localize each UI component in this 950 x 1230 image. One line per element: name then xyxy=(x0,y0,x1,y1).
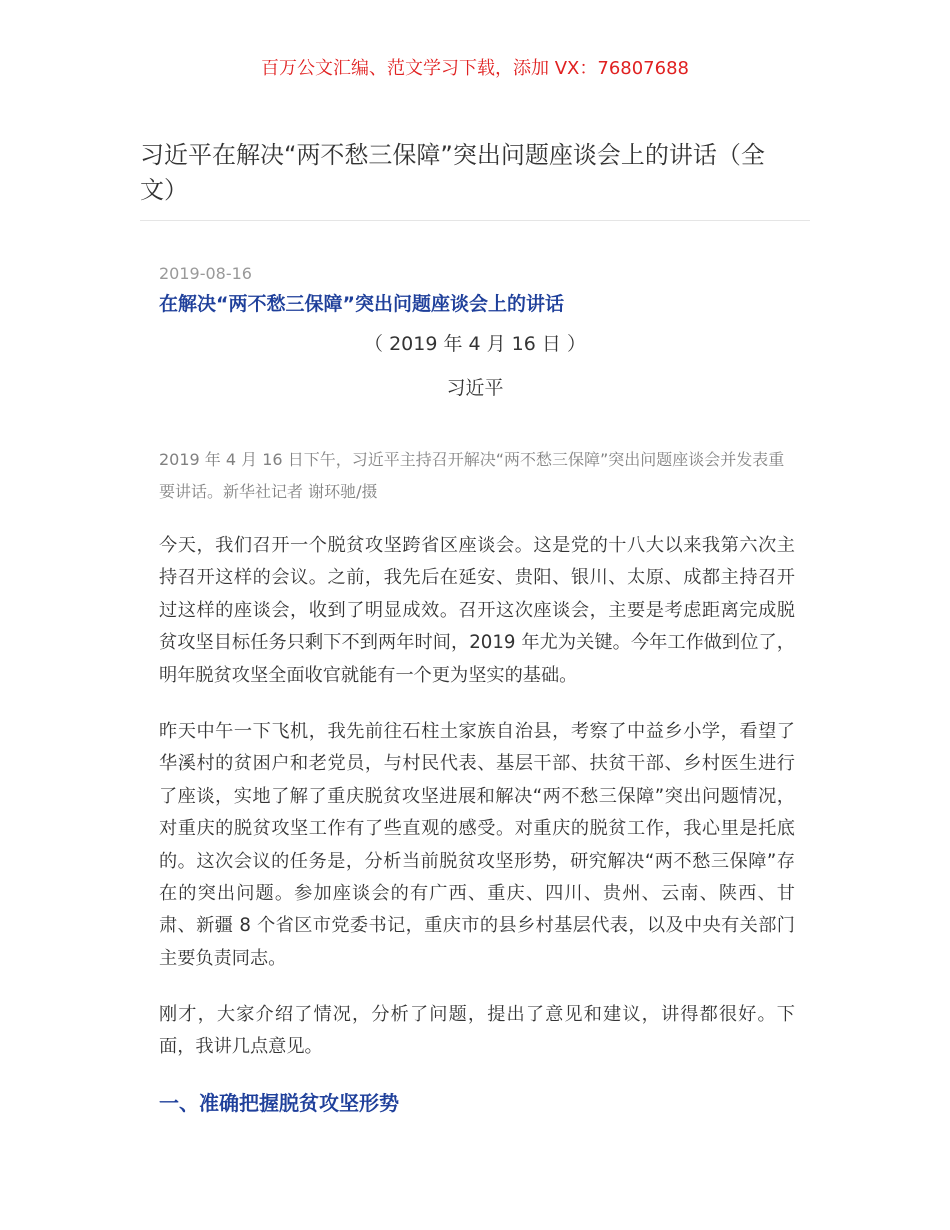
author-name: 习近平 xyxy=(446,377,504,399)
page-title: 习近平在解决“两不愁三保障”突出问题座谈会上的讲话（全文） xyxy=(140,141,765,204)
photo-caption: 2019 年 4 月 16 日下午，习近平主持召开解决“两不愁三保障”突出问题座谈会并发表重要讲话。新华社记者 谢环驰/摄 xyxy=(159,450,785,501)
body-paragraph: 昨天中午一下飞机，我先前往石柱土家族自治县，考察了中益乡小学，看望了华溪村的贫困户和老党员，与村民代表、基层干部、扶贫干部、乡村医生进行了座谈，实地了解了重庆脱贫攻坚进展和解决“两不愁三保障”突出问题情况，对重庆的脱贫攻坚工作有了些直观的感受。对重庆的脱贫工作，我心里是托底的。这次会议的任务是，分析当前脱贫攻坚形势，研究解决“两不愁三保障”存在的突出问题。参加座谈会的有广西、重庆、四川、贵州、云南、陕西、甘肃、新疆 8 个省区市党委书记，重庆市的县乡村基层代表，以及中央有关部门主要负责同志。 xyxy=(159,721,795,969)
speech-title: 在解决“两不愁三保障”突出问题座谈会上的讲话 xyxy=(159,293,564,315)
body-paragraph: 今天，我们召开一个脱贫攻坚跨省区座谈会。这是党的十八大以来我第六次主持召开这样的会议。之前，我先后在延安、贵阳、银川、太原、成都主持召开过这样的座谈会，收到了明显成效。召开这次座谈会，主要是考虑距离完成脱贫攻坚目标任务只剩下不到两年时间，2019 年尤为关键。今年工作做到位了，明年脱贫攻坚全面收官就能有一个更为坚实的基础。 xyxy=(159,535,795,686)
section-heading: 一、准确把握脱贫攻坚形势 xyxy=(159,1091,399,1115)
promo-banner: 百万公文汇编、范文学习下载，添加 VX：76807688 xyxy=(261,58,689,79)
body-paragraph: 刚才，大家介绍了情况，分析了问题，提出了意见和建议，讲得都很好。下面，我讲几点意见。 xyxy=(159,1004,795,1058)
meeting-date: （ 2019 年 4 月 16 日 ） xyxy=(364,333,586,355)
title-divider xyxy=(140,220,810,221)
publish-date: 2019-08-16 xyxy=(159,264,252,283)
